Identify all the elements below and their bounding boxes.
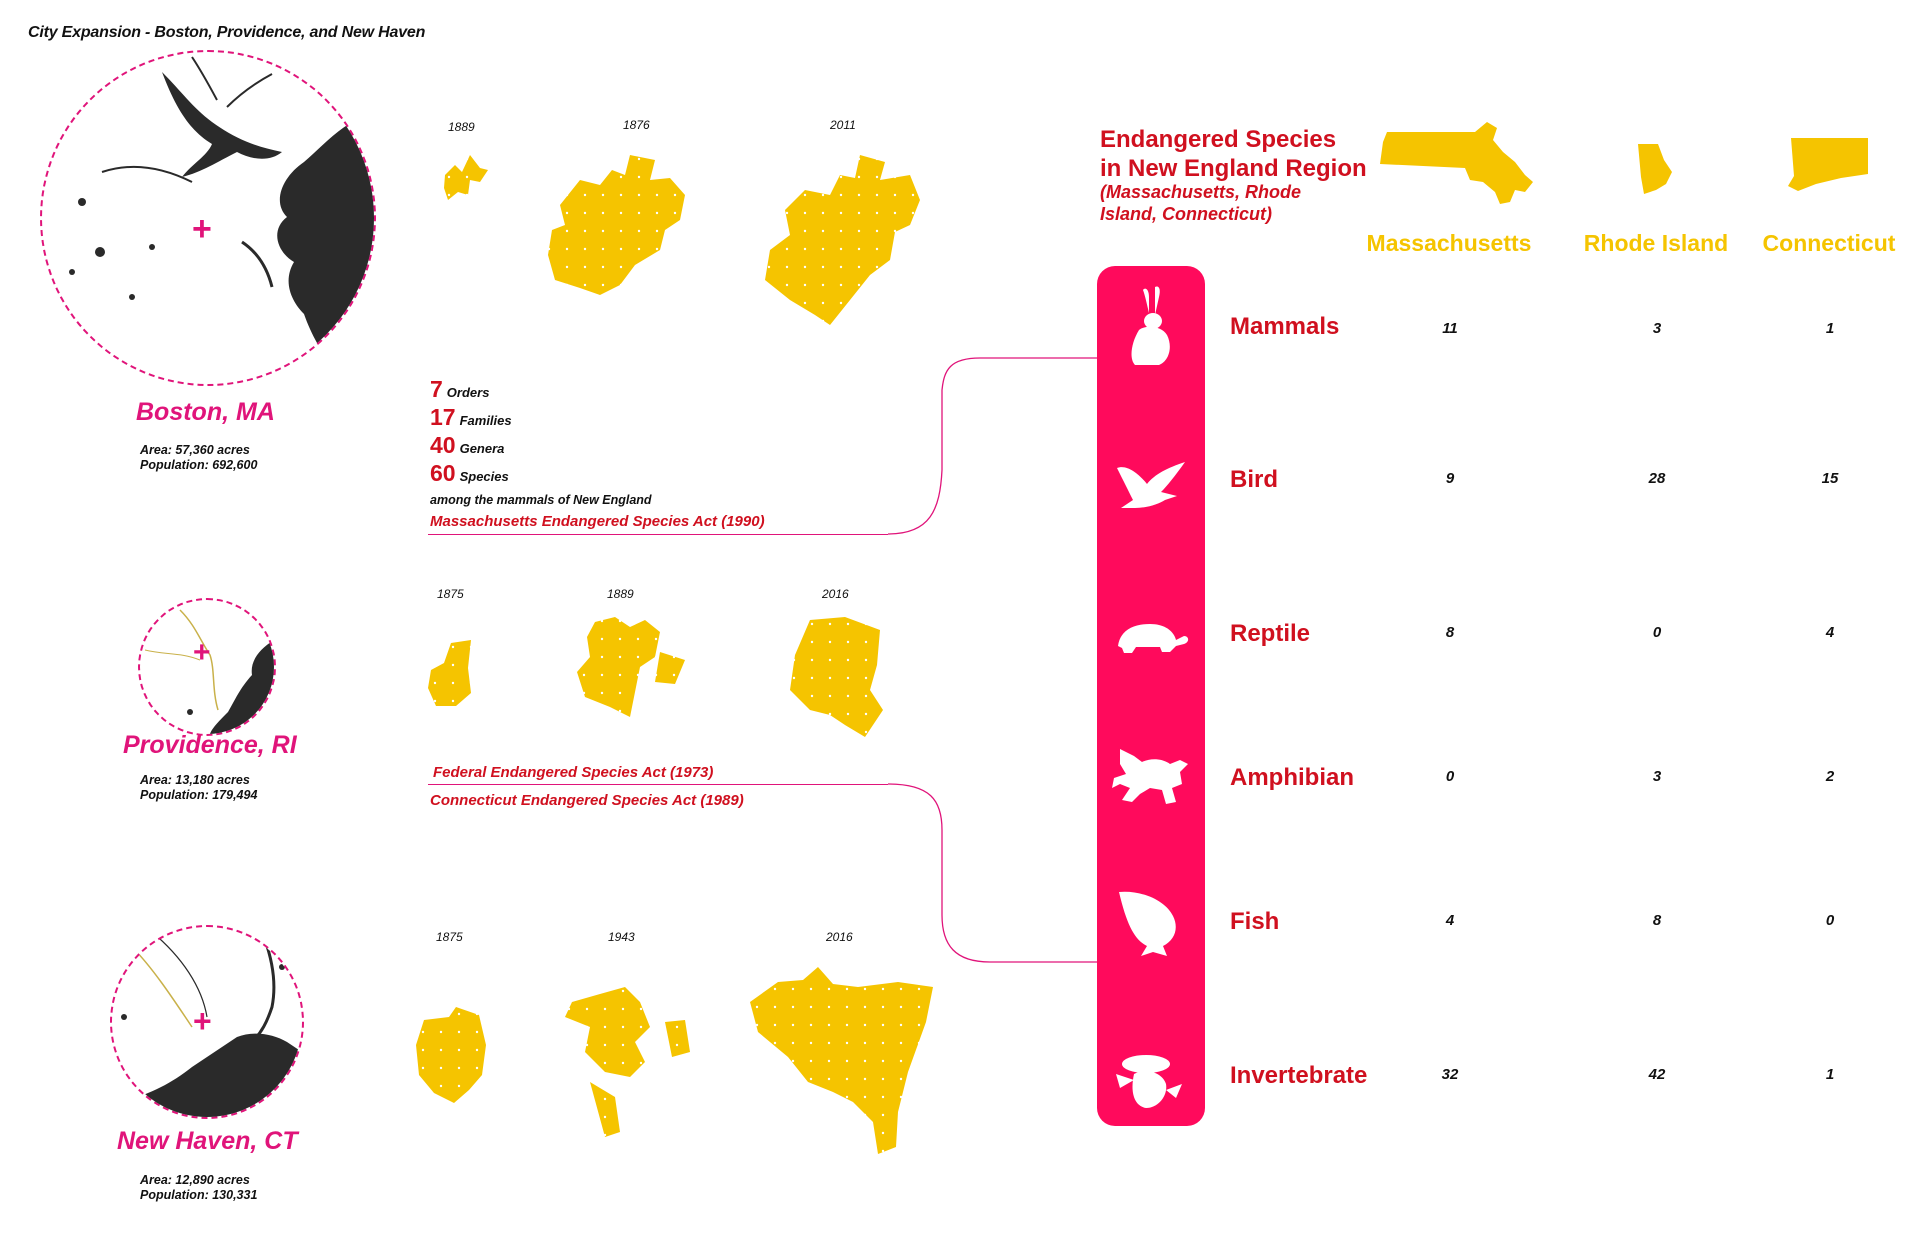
city-population-boston: Population: 692,600 <box>140 458 258 472</box>
stat-value: 17 <box>430 404 456 430</box>
stat-label: Genera <box>459 441 505 456</box>
stat-label: Species <box>459 469 509 484</box>
providence-1875-footprint <box>426 638 476 708</box>
fish-icon <box>1115 888 1181 958</box>
boston-1876-footprint <box>540 150 700 300</box>
year-label: 1876 <box>623 118 650 132</box>
year-label: 1875 <box>437 587 464 601</box>
year-label: 1943 <box>608 930 635 944</box>
cell-amphibian-rhode-island: 3 <box>1652 768 1662 785</box>
column-header-massachusetts: Massachusetts <box>1366 230 1532 256</box>
city-area-boston: Area: 57,360 acres <box>140 443 250 457</box>
cell-mammals-rhode-island: 3 <box>1652 320 1662 337</box>
new-haven-1875-footprint <box>414 1005 489 1105</box>
city-population-new-haven: Population: 130,331 <box>140 1188 258 1202</box>
frog-icon <box>1110 744 1190 808</box>
cell-reptile-massachusetts: 8 <box>1445 624 1455 641</box>
stat-caption: among the mammals of New England <box>430 493 652 507</box>
stat-label: Orders <box>446 385 490 400</box>
cell-invertebrate-connecticut: 1 <box>1825 1066 1835 1083</box>
row-label-amphibian: Amphibian <box>1230 764 1354 791</box>
year-label: 1889 <box>448 120 475 134</box>
cell-reptile-rhode-island: 0 <box>1652 624 1662 641</box>
column-header-connecticut: Connecticut <box>1762 230 1896 256</box>
year-label: 2016 <box>822 587 849 601</box>
cell-invertebrate-massachusetts: 32 <box>1441 1066 1459 1083</box>
act-massachusetts: Massachusetts Endangered Species Act (1990) <box>430 513 765 530</box>
panel-title <box>1100 125 1367 183</box>
divider-line <box>428 784 888 785</box>
turtle-icon <box>1112 620 1190 656</box>
page-title: City Expansion - Boston, Providence, and New Haven <box>28 24 426 41</box>
year-label: 1889 <box>607 587 634 601</box>
new-haven-1943-footprint <box>560 982 700 1142</box>
city-area-new-haven: Area: 12,890 acres <box>140 1173 250 1187</box>
column-header-rhode-island: Rhode Island <box>1583 230 1729 256</box>
center-cross-icon: + <box>193 636 211 669</box>
cell-fish-massachusetts: 4 <box>1445 912 1455 929</box>
row-label-reptile: Reptile <box>1230 620 1311 647</box>
panel-subtitle-line: Island, Connecticut) <box>1100 204 1273 224</box>
providence-2016-footprint <box>785 615 885 740</box>
bee-icon <box>1112 1050 1186 1112</box>
stat-value: 40 <box>430 432 456 458</box>
panel-subtitle <box>1100 181 1301 225</box>
row-label-fish: Fish <box>1230 908 1280 935</box>
massachusetts-map-icon <box>1375 120 1535 215</box>
stat-species <box>430 460 509 487</box>
cell-invertebrate-rhode-island: 42 <box>1648 1066 1666 1083</box>
stat-orders <box>430 376 489 403</box>
stat-value: 60 <box>430 460 456 486</box>
year-label: 2011 <box>830 118 856 132</box>
rabbit-icon <box>1125 285 1177 367</box>
city-name-providence: Providence, RI <box>123 731 297 759</box>
connecticut-map-icon <box>1786 136 1870 196</box>
divider-line <box>428 534 888 535</box>
row-label-bird: Bird <box>1230 466 1278 493</box>
city-name-new-haven: New Haven, CT <box>117 1127 298 1155</box>
cell-amphibian-connecticut: 2 <box>1825 768 1835 785</box>
act-federal: Federal Endangered Species Act (1973) <box>433 764 714 781</box>
center-cross-icon: + <box>192 210 212 248</box>
bird-icon <box>1115 460 1187 510</box>
center-cross-icon: + <box>193 1003 212 1039</box>
year-label: 1875 <box>436 930 463 944</box>
city-area-providence: Area: 13,180 acres <box>140 773 250 787</box>
row-label-invertebrate: Invertebrate <box>1230 1062 1368 1089</box>
stat-value: 7 <box>430 376 443 402</box>
new-haven-2016-footprint <box>748 962 940 1157</box>
cell-mammals-connecticut: 1 <box>1825 320 1835 337</box>
species-icon-column <box>1097 266 1205 1126</box>
panel-title-line: Endangered Species <box>1100 126 1337 153</box>
cell-bird-connecticut: 15 <box>1821 470 1839 487</box>
panel-title-line: in New England Region <box>1100 155 1367 182</box>
year-label: 2016 <box>826 930 853 944</box>
row-label-mammals: Mammals <box>1230 313 1340 340</box>
panel-subtitle-line: (Massachusetts, Rhode <box>1100 182 1302 202</box>
stat-families <box>430 404 512 431</box>
cell-bird-rhode-island: 28 <box>1648 470 1666 487</box>
providence-1889-footprint <box>575 612 690 722</box>
cell-reptile-connecticut: 4 <box>1825 624 1835 641</box>
cell-amphibian-massachusetts: 0 <box>1445 768 1455 785</box>
rhode-island-map-icon <box>1636 142 1676 197</box>
boston-1889-footprint <box>440 150 490 210</box>
cell-fish-connecticut: 0 <box>1825 912 1835 929</box>
cell-fish-rhode-island: 8 <box>1652 912 1662 929</box>
act-connecticut: Connecticut Endangered Species Act (1989) <box>430 792 744 809</box>
cell-bird-massachusetts: 9 <box>1445 470 1455 487</box>
boston-2011-footprint <box>760 150 930 330</box>
city-name-boston: Boston, MA <box>136 398 275 426</box>
city-population-providence: Population: 179,494 <box>140 788 258 802</box>
stat-genera <box>430 432 504 459</box>
cell-mammals-massachusetts: 11 <box>1442 320 1458 337</box>
stat-label: Families <box>459 413 512 428</box>
